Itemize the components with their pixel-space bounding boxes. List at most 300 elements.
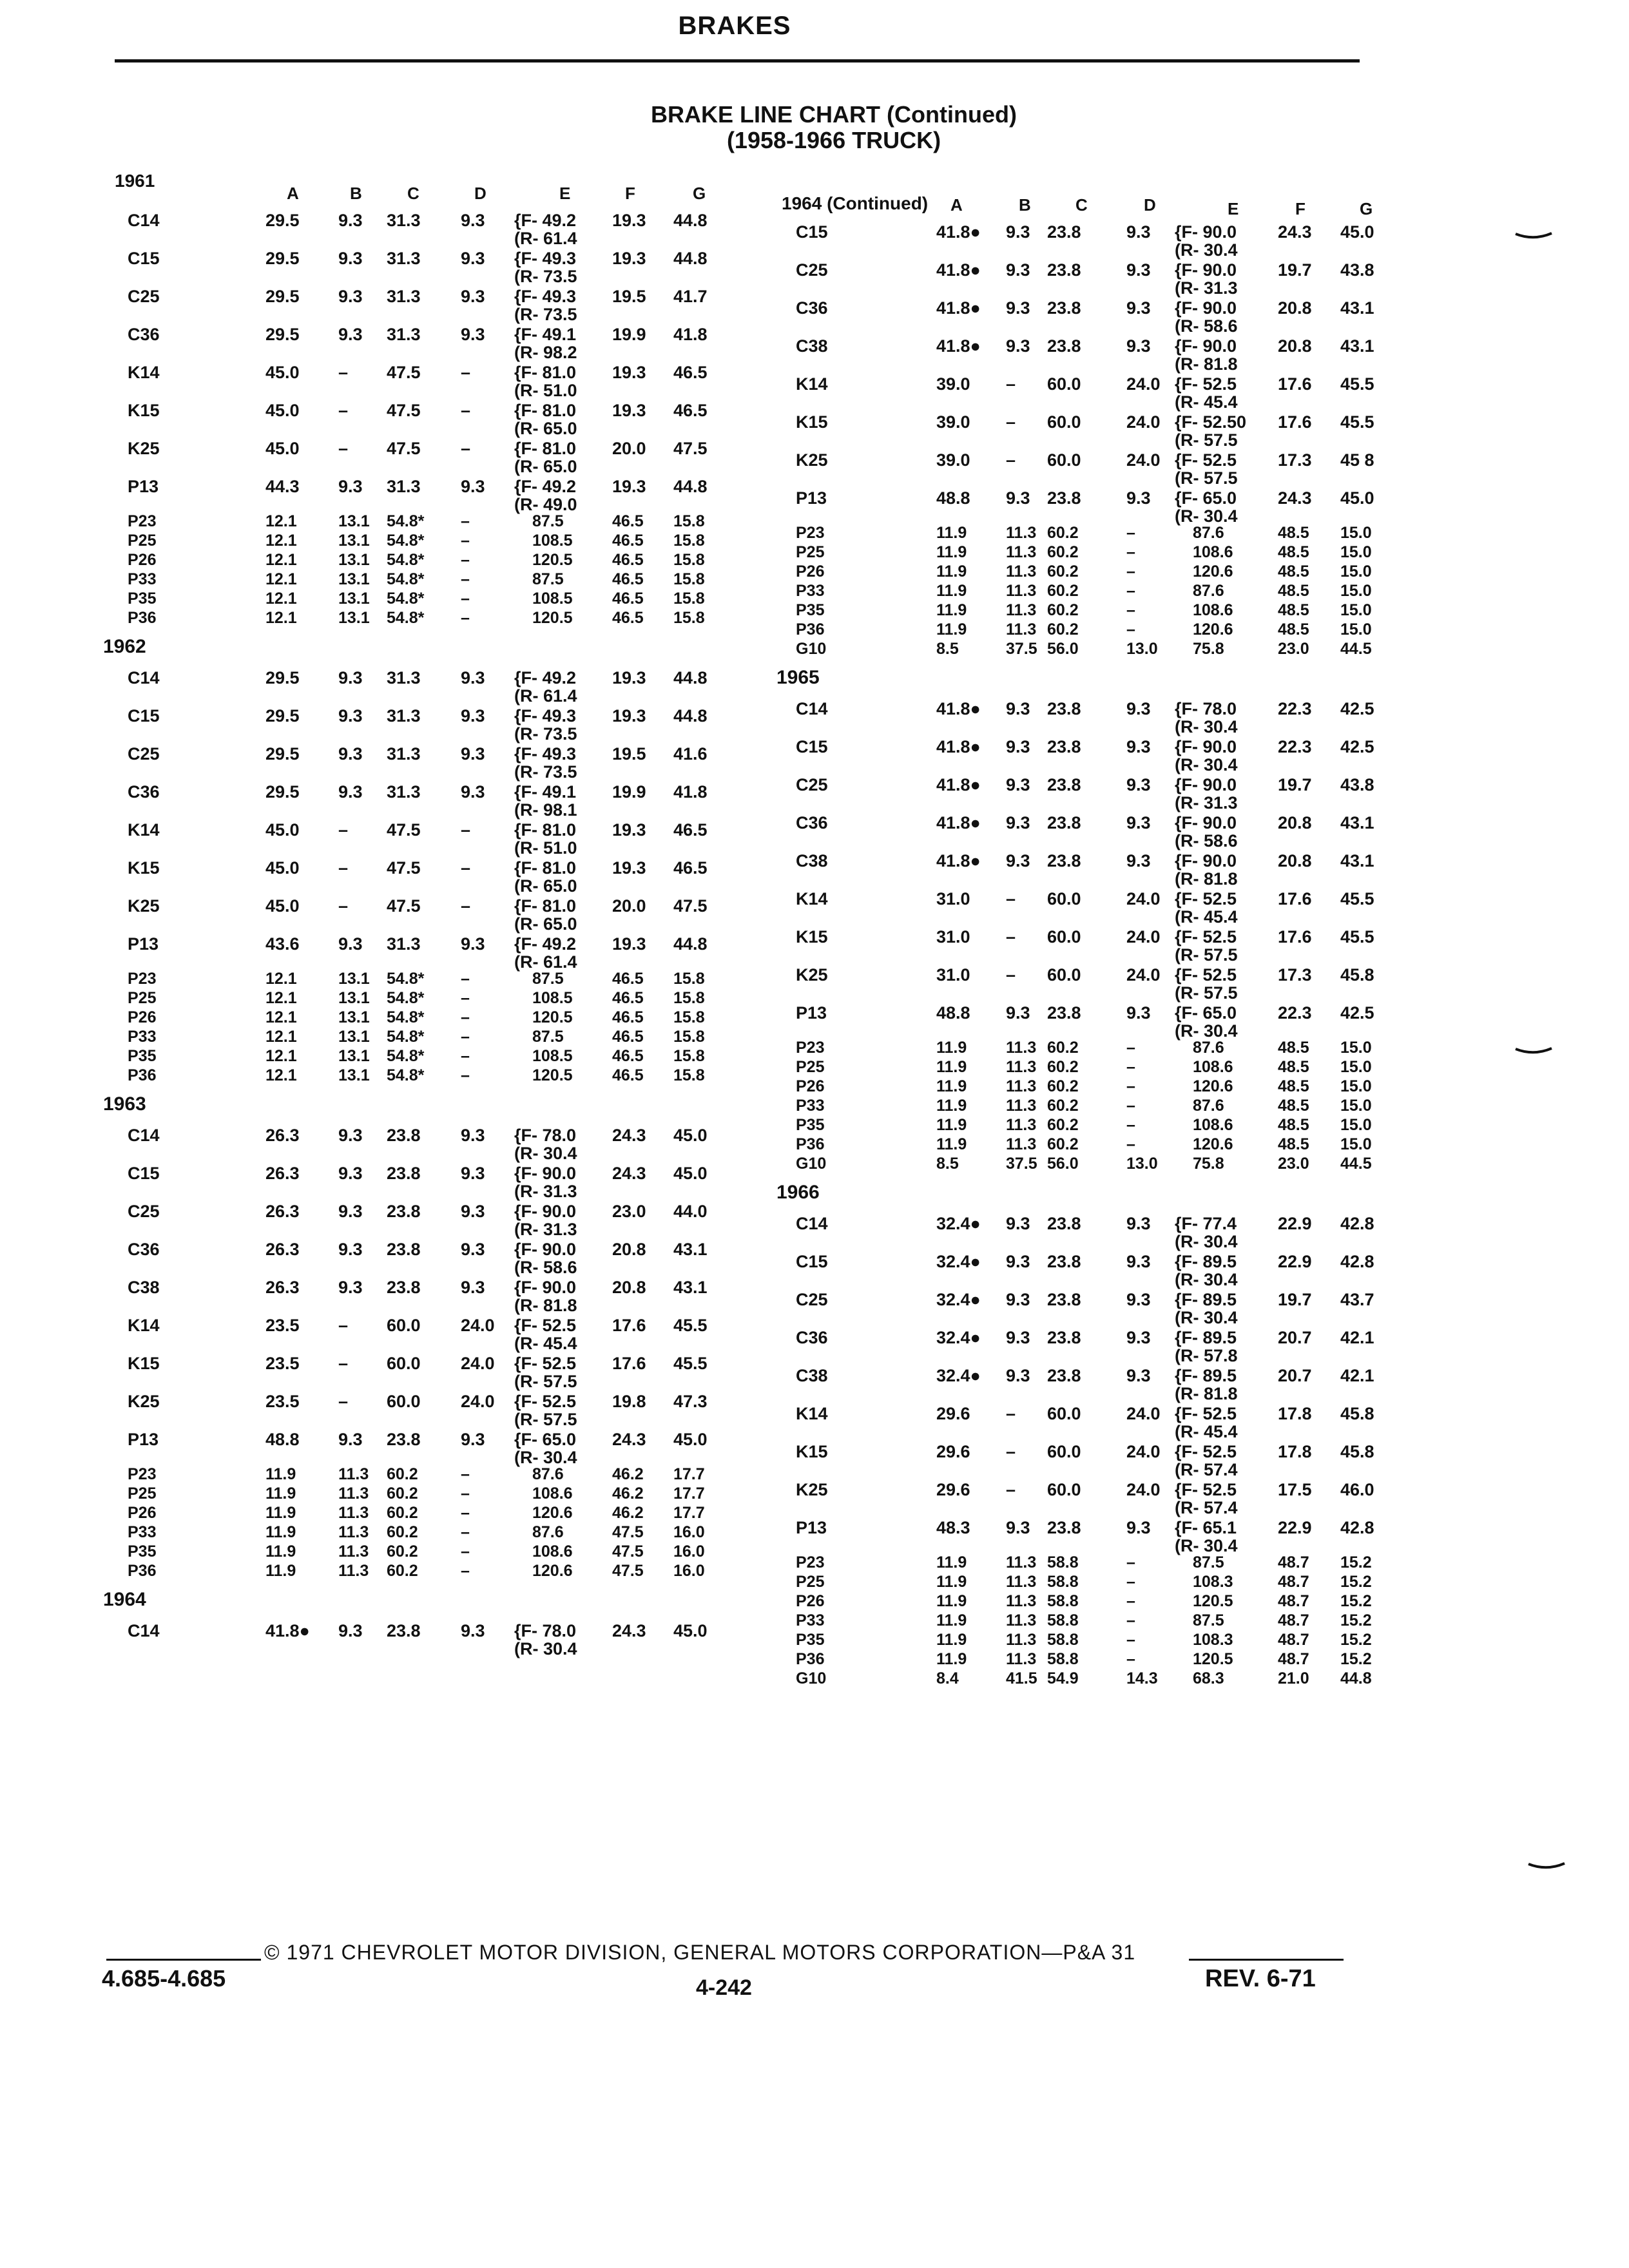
model-cell: G10 — [796, 1155, 827, 1173]
cell-a: 31.0 — [936, 927, 970, 947]
cell-e-front: {F- 52.5 — [1175, 1442, 1237, 1461]
cell-d: – — [1126, 543, 1135, 561]
cell-e-front: {F- 90.0 — [514, 1164, 577, 1183]
cell-c: 23.8 — [1047, 813, 1081, 832]
cell-e-front: {F- 49.3 — [514, 744, 577, 764]
cell-c: 58.8 — [1047, 1611, 1079, 1629]
table-row — [770, 1155, 1427, 1174]
cell-b: 9.3 — [1006, 1003, 1030, 1023]
cell-e-front: {F- 52.5 — [1175, 1404, 1237, 1423]
table-row — [97, 894, 754, 932]
cell-b: 11.3 — [338, 1485, 369, 1503]
model-cell: P13 — [128, 1430, 159, 1449]
table-row — [770, 811, 1427, 849]
cell-b: 11.3 — [338, 1542, 369, 1561]
cell-c: 54.8* — [387, 1047, 425, 1065]
cell-d: – — [1126, 524, 1135, 542]
cell-a: 29.5 — [265, 325, 300, 344]
model-cell: C15 — [128, 249, 160, 268]
cell-e-front: {F- 49.2 — [514, 668, 577, 687]
cell-g: 45.0 — [673, 1621, 708, 1640]
cell-g: 41.6 — [673, 744, 708, 764]
cell-g: 17.7 — [673, 1504, 705, 1522]
cell-e-rear: (R- 57.5 — [1175, 983, 1238, 1003]
cell-e-front: 108.5 — [532, 532, 573, 550]
cell-b: 9.3 — [338, 249, 363, 268]
cell-b: 13.1 — [338, 532, 370, 550]
cell-f: 19.7 — [1278, 775, 1312, 794]
cell-g: 44.8 — [673, 249, 708, 268]
model-cell: C36 — [128, 325, 160, 344]
table-row — [97, 1465, 754, 1485]
cell-d: 9.3 — [1126, 1252, 1151, 1271]
cell-f: 17.6 — [1278, 374, 1312, 394]
cell-c: 54.8* — [387, 1008, 425, 1026]
cell-d: 13.0 — [1126, 640, 1158, 658]
cell-e-front: {F- 89.5 — [1175, 1290, 1237, 1309]
table-row — [770, 1287, 1427, 1325]
cell-d: 24.0 — [461, 1316, 495, 1335]
col-header-g: G — [693, 184, 706, 203]
table-row — [97, 932, 754, 970]
cell-e-front: 108.5 — [532, 989, 573, 1007]
cell-g: 45.5 — [673, 1354, 708, 1373]
cell-b: 11.3 — [1006, 1039, 1037, 1057]
cell-g: 44.8 — [1340, 1669, 1372, 1687]
table-row — [770, 1401, 1427, 1439]
cell-d: 9.3 — [461, 1202, 485, 1221]
cell-c: 60.2 — [1047, 524, 1079, 542]
cell-g: 17.7 — [673, 1465, 705, 1483]
cell-f: 48.7 — [1278, 1592, 1309, 1610]
col-header-e: E — [1228, 199, 1239, 218]
model-cell: P26 — [796, 562, 825, 581]
cell-e-rear: (R- 30.4 — [1175, 1021, 1238, 1041]
model-cell: K25 — [128, 439, 160, 458]
model-cell: C14 — [128, 668, 160, 687]
cell-g: 44.8 — [673, 706, 708, 726]
table-row — [97, 570, 754, 590]
cell-e-front: {F- 81.0 — [514, 401, 577, 420]
cell-a: 48.8 — [265, 1430, 300, 1449]
cell-e-front: {F- 90.0 — [514, 1278, 577, 1297]
model-cell: K15 — [796, 927, 828, 947]
cell-e-front: {F- 52.5 — [1175, 450, 1237, 470]
cell-c: 47.5 — [387, 820, 421, 840]
cell-e-rear: (R- 58.6 — [1175, 316, 1238, 336]
cell-d: – — [461, 609, 470, 627]
cell-d: 9.3 — [1126, 1518, 1151, 1537]
table-row — [770, 1477, 1427, 1515]
cell-e-front: 87.6 — [1193, 1097, 1224, 1115]
cell-b: 9.3 — [338, 1240, 363, 1259]
cell-g: 45.8 — [1340, 965, 1374, 985]
cell-f: 46.5 — [612, 989, 644, 1007]
table-row — [97, 474, 754, 512]
cell-d: 24.0 — [1126, 965, 1161, 985]
table-row — [770, 1058, 1427, 1077]
col-header-b: B — [1019, 195, 1031, 215]
cell-g: 43.1 — [1340, 813, 1374, 832]
cell-e-front: 120.6 — [1193, 1077, 1233, 1095]
cell-b: 11.3 — [1006, 1631, 1037, 1649]
cell-e-rear: (R- 30.4 — [514, 1639, 577, 1658]
cell-g: 45.5 — [673, 1316, 708, 1335]
cell-g: 46.5 — [673, 363, 708, 382]
cell-g: 46.0 — [1340, 1480, 1374, 1499]
cell-b: 9.3 — [338, 1126, 363, 1145]
table-row — [770, 1592, 1427, 1611]
cell-b: 9.3 — [338, 1164, 363, 1183]
cell-f: 22.9 — [1278, 1518, 1312, 1537]
cell-g: 15.8 — [673, 512, 705, 530]
cell-d: 24.0 — [1126, 450, 1161, 470]
table-row — [770, 1611, 1427, 1631]
cell-e-front: {F- 52.5 — [1175, 927, 1237, 947]
table-row — [770, 887, 1427, 925]
cell-g: 42.8 — [1340, 1214, 1374, 1233]
cell-e-rear: (R- 81.8 — [514, 1296, 577, 1315]
cell-b: 9.3 — [338, 706, 363, 726]
table-row — [97, 1066, 754, 1086]
cell-c: 23.8 — [1047, 1290, 1081, 1309]
cell-e-rear: (R- 31.3 — [1175, 793, 1238, 812]
cell-f: 46.5 — [612, 1066, 644, 1084]
table-row — [770, 735, 1427, 773]
cell-a: 11.9 — [936, 1592, 967, 1610]
cell-c: 60.0 — [1047, 412, 1081, 432]
cell-c: 60.2 — [387, 1562, 418, 1580]
table-row — [97, 1504, 754, 1523]
cell-f: 48.5 — [1278, 543, 1309, 561]
cell-a: 29.5 — [265, 668, 300, 687]
cell-a: 45.0 — [265, 439, 300, 458]
cell-e-rear: (R- 57.8 — [1175, 1346, 1238, 1365]
footer-rule-right — [1189, 1959, 1344, 1961]
model-cell: P35 — [796, 1631, 825, 1649]
model-cell: P13 — [796, 488, 827, 508]
model-cell: K14 — [128, 820, 160, 840]
col-header-b: B — [350, 184, 362, 203]
model-cell: G10 — [796, 640, 827, 658]
cell-b: – — [1006, 412, 1016, 432]
table-row — [770, 1249, 1427, 1287]
cell-f: 20.8 — [1278, 336, 1312, 356]
cell-e-front: {F- 90.0 — [1175, 851, 1237, 870]
cell-b: 9.3 — [338, 934, 363, 954]
cell-c: 58.8 — [1047, 1650, 1079, 1668]
cell-c: 60.2 — [1047, 620, 1079, 639]
cell-c: 60.2 — [387, 1523, 418, 1541]
table-row — [770, 1631, 1427, 1650]
cell-e-rear: (R- 73.5 — [514, 267, 577, 286]
cell-d: – — [461, 532, 470, 550]
cell-a: 43.6 — [265, 934, 300, 954]
model-cell: P33 — [128, 1028, 157, 1046]
cell-c: 60.0 — [1047, 889, 1081, 908]
cell-g: 45.0 — [673, 1430, 708, 1449]
cell-e-front: 120.6 — [1193, 562, 1233, 581]
cell-b: 9.3 — [1006, 1328, 1030, 1347]
cell-a: 11.9 — [936, 1650, 967, 1668]
cell-a: 11.9 — [936, 601, 967, 619]
cell-g: 15.8 — [673, 989, 705, 1007]
cell-e-front: 87.5 — [1193, 1553, 1224, 1571]
cell-f: 19.3 — [612, 858, 646, 878]
cell-e-front: 108.6 — [1193, 543, 1233, 561]
cell-e-front: 120.6 — [1193, 1135, 1233, 1153]
margin-mark — [1527, 1862, 1563, 1869]
cell-g: 15.0 — [1340, 620, 1372, 639]
cell-c: 60.0 — [1047, 450, 1081, 470]
cell-e-rear: (R- 30.4 — [1175, 1308, 1238, 1327]
cell-e-rear: (R- 31.3 — [1175, 278, 1238, 298]
model-cell: P35 — [796, 1116, 825, 1134]
column-header-row — [770, 171, 1427, 218]
cell-d: – — [461, 1485, 470, 1503]
cell-d: 24.0 — [1126, 374, 1161, 394]
cell-d: 9.3 — [461, 1621, 485, 1640]
cell-f: 19.3 — [612, 401, 646, 420]
year-heading: 1965 — [776, 667, 820, 688]
cell-g: 45.5 — [1340, 927, 1374, 947]
cell-b: 9.3 — [338, 744, 363, 764]
cell-b: 9.3 — [338, 782, 363, 802]
model-cell: P33 — [796, 582, 825, 600]
cell-d: 9.3 — [1126, 851, 1151, 870]
cell-f: 46.5 — [612, 609, 644, 627]
cell-f: 17.6 — [1278, 412, 1312, 432]
cell-a: 45.0 — [265, 820, 300, 840]
table-row — [770, 697, 1427, 735]
cell-a: 8.5 — [936, 1155, 959, 1173]
table-row — [97, 436, 754, 474]
cell-c: 23.8 — [1047, 851, 1081, 870]
cell-a: 32.4● — [936, 1252, 981, 1271]
model-cell: K25 — [796, 450, 828, 470]
cell-a: 39.0 — [936, 450, 970, 470]
cell-g: 43.7 — [1340, 1290, 1374, 1309]
col-header-f: F — [1295, 199, 1306, 218]
model-cell: P23 — [128, 512, 157, 530]
table-row — [97, 551, 754, 570]
cell-f: 23.0 — [1278, 640, 1309, 658]
year-label: 1961 — [115, 171, 155, 191]
cell-a: 12.1 — [265, 609, 297, 627]
cell-a: 11.9 — [936, 1097, 967, 1115]
cell-b: 9.3 — [1006, 298, 1030, 318]
cell-c: 23.8 — [387, 1240, 421, 1259]
model-cell: P23 — [796, 1039, 825, 1057]
cell-c: 23.8 — [387, 1278, 421, 1297]
table-row — [97, 1313, 754, 1351]
cell-c: 47.5 — [387, 363, 421, 382]
cell-f: 19.9 — [612, 782, 646, 802]
col-header-d: D — [1144, 195, 1156, 215]
cell-e-front: 87.5 — [532, 1028, 564, 1046]
cell-f: 48.7 — [1278, 1553, 1309, 1571]
table-row — [97, 512, 754, 532]
cell-f: 24.3 — [1278, 222, 1312, 242]
cell-a: 45.0 — [265, 896, 300, 916]
cell-g: 16.0 — [673, 1542, 705, 1561]
table-row — [770, 582, 1427, 601]
cell-e-front: {F- 65.0 — [1175, 488, 1237, 508]
cell-e-rear: (R- 51.0 — [514, 381, 577, 400]
cell-e-front: 108.6 — [1193, 1058, 1233, 1076]
cell-c: 23.8 — [1047, 1214, 1081, 1233]
cell-d: – — [1126, 1553, 1135, 1571]
cell-f: 17.6 — [612, 1354, 646, 1373]
cell-g: 43.1 — [673, 1278, 708, 1297]
cell-f: 47.5 — [612, 1542, 644, 1561]
table-row — [770, 410, 1427, 448]
cell-a: 11.9 — [936, 620, 967, 639]
cell-e-front: {F- 89.5 — [1175, 1328, 1237, 1347]
cell-c: 60.0 — [1047, 374, 1081, 394]
cell-a: 26.3 — [265, 1240, 300, 1259]
cell-b: – — [1006, 450, 1016, 470]
cell-f: 46.5 — [612, 1008, 644, 1026]
cell-b: 9.3 — [1006, 1518, 1030, 1537]
cell-e-rear: (R- 81.8 — [1175, 869, 1238, 889]
cell-d: 9.3 — [461, 1278, 485, 1297]
cell-a: 11.9 — [265, 1465, 296, 1483]
cell-c: 31.3 — [387, 782, 421, 802]
cell-a: 41.8● — [936, 775, 981, 794]
model-cell: P35 — [128, 590, 157, 608]
cell-b: – — [338, 401, 349, 420]
cell-a: 29.5 — [265, 706, 300, 726]
cell-f: 48.7 — [1278, 1573, 1309, 1591]
cell-e-front: {F- 90.0 — [1175, 260, 1237, 280]
cell-d: 9.3 — [1126, 737, 1151, 756]
cell-b: – — [338, 1354, 349, 1373]
cell-d: – — [1126, 620, 1135, 639]
cell-e-front: {F- 65.0 — [1175, 1003, 1237, 1023]
table-row — [97, 970, 754, 989]
model-cell: C36 — [796, 1328, 828, 1347]
cell-d: 9.3 — [1126, 488, 1151, 508]
table-row — [97, 1275, 754, 1313]
cell-a: 41.8● — [936, 260, 981, 280]
cell-d: 9.3 — [1126, 775, 1151, 794]
margin-mark — [1514, 1047, 1550, 1053]
cell-a: 26.3 — [265, 1164, 300, 1183]
cell-c: 60.0 — [1047, 1480, 1081, 1499]
cell-a: 12.1 — [265, 512, 297, 530]
model-cell: P35 — [128, 1542, 157, 1561]
cell-g: 16.0 — [673, 1523, 705, 1541]
table-row — [770, 925, 1427, 963]
cell-d: 9.3 — [461, 706, 485, 726]
model-cell: P25 — [796, 1573, 825, 1591]
cell-e-front: 108.6 — [532, 1542, 573, 1561]
model-cell: P23 — [796, 524, 825, 542]
cell-e-rear: (R- 81.8 — [1175, 354, 1238, 374]
cell-a: 11.9 — [936, 1039, 967, 1057]
cell-g: 15.2 — [1340, 1592, 1372, 1610]
cell-f: 48.5 — [1278, 1116, 1309, 1134]
cell-a: 11.9 — [936, 1077, 967, 1095]
cell-a: 41.8● — [936, 813, 981, 832]
cell-e-front: {F- 90.0 — [1175, 298, 1237, 318]
model-cell: K14 — [796, 374, 828, 394]
cell-b: 9.3 — [338, 1202, 363, 1221]
cell-e-rear: (R- 30.4 — [1175, 506, 1238, 526]
cell-c: 60.0 — [387, 1392, 421, 1411]
cell-e-rear: (R- 49.0 — [514, 495, 577, 514]
cell-a: 11.9 — [936, 582, 967, 600]
cell-f: 19.3 — [612, 211, 646, 230]
table-row — [770, 334, 1427, 372]
cell-c: 60.2 — [1047, 1077, 1079, 1095]
cell-e-front: {F- 90.0 — [1175, 336, 1237, 356]
right-table-body — [770, 220, 1427, 1689]
cell-g: 15.2 — [1340, 1631, 1372, 1649]
cell-e-front: {F- 49.3 — [514, 706, 577, 726]
cell-a: 32.4● — [936, 1214, 981, 1233]
cell-d: 9.3 — [1126, 1214, 1151, 1233]
cell-d: – — [1126, 601, 1135, 619]
cell-a: 39.0 — [936, 374, 970, 394]
cell-c: 60.2 — [387, 1485, 418, 1503]
cell-g: 15.8 — [673, 590, 705, 608]
cell-c: 47.5 — [387, 858, 421, 878]
cell-c: 23.8 — [1047, 1366, 1081, 1385]
cell-e-front: {F- 90.0 — [1175, 222, 1237, 242]
cell-b: 11.3 — [1006, 543, 1037, 561]
cell-b: 11.3 — [338, 1465, 369, 1483]
cell-f: 17.3 — [1278, 965, 1312, 985]
cell-e-rear: (R- 45.4 — [514, 1334, 577, 1353]
cell-g: 15.8 — [673, 1066, 705, 1084]
cell-f: 24.3 — [612, 1164, 646, 1183]
cell-f: 19.8 — [612, 1392, 646, 1411]
cell-b: 11.3 — [1006, 1097, 1037, 1115]
cell-e-front: {F- 81.0 — [514, 363, 577, 382]
table-row — [770, 1211, 1427, 1249]
page-header — [0, 0, 1629, 97]
model-cell: C25 — [796, 775, 828, 794]
cell-g: 15.2 — [1340, 1573, 1372, 1591]
cell-f: 48.5 — [1278, 1135, 1309, 1153]
cell-b: 9.3 — [1006, 222, 1030, 242]
col-header-a: A — [287, 184, 299, 203]
table-row — [770, 1515, 1427, 1553]
cell-b: 37.5 — [1006, 640, 1037, 658]
cell-f: 48.5 — [1278, 1097, 1309, 1115]
table-row — [97, 322, 754, 360]
cell-e-rear: (R- 45.4 — [1175, 1422, 1238, 1441]
cell-e-rear: (R- 57.5 — [1175, 430, 1238, 450]
cell-c: 23.8 — [1047, 488, 1081, 508]
cell-b: 13.1 — [338, 1008, 370, 1026]
cell-c: 23.8 — [1047, 298, 1081, 318]
cell-f: 17.8 — [1278, 1404, 1312, 1423]
cell-d: – — [461, 363, 471, 382]
cell-c: 23.8 — [1047, 775, 1081, 794]
right-column — [770, 171, 1427, 1689]
cell-g: 42.8 — [1340, 1518, 1374, 1537]
cell-e-front: {F- 78.0 — [1175, 699, 1237, 718]
cell-a: 11.9 — [265, 1504, 296, 1522]
cell-g: 42.5 — [1340, 737, 1374, 756]
margin-mark — [1514, 232, 1550, 238]
cell-a: 48.8 — [936, 488, 970, 508]
cell-f: 24.3 — [612, 1126, 646, 1145]
cell-d: – — [461, 1008, 470, 1026]
